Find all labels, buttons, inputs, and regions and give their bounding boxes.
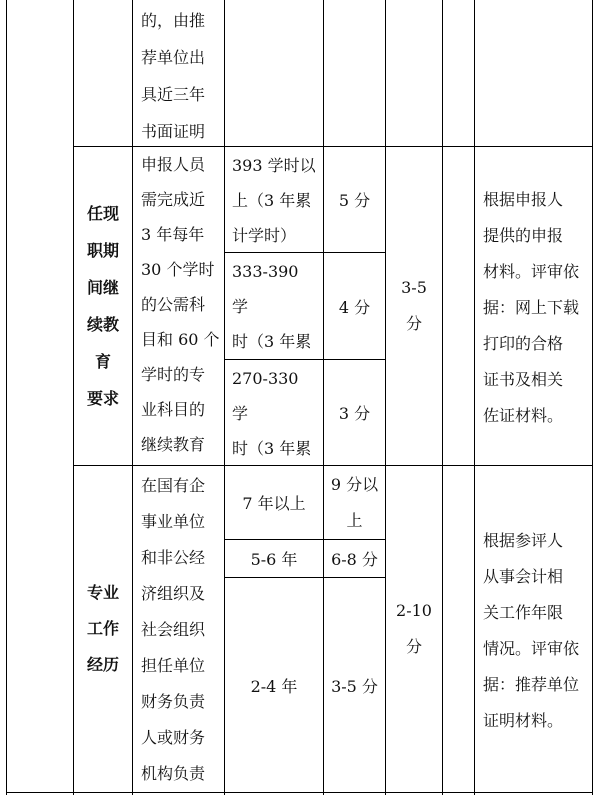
table-border-left	[6, 0, 7, 795]
level-score-we-3: 3-5 分	[331, 676, 378, 696]
level-score-we-2: 6-8 分	[331, 550, 378, 569]
level-range-ce-2: 333-390 学 时（3 年累	[232, 262, 312, 351]
total-score-continuing-education: 3-5 分	[401, 278, 427, 333]
column-divider-6	[442, 0, 443, 795]
level-range-we-2: 5-6 年	[250, 550, 298, 569]
level-score-ce-1: 5 分	[338, 191, 371, 210]
item-cell-continuing-education: 任现 职期 间继 续教 育 要求	[86, 204, 119, 408]
level-score-ce-3: 3 分	[338, 404, 371, 423]
criteria-cell-top: 的，由推 荐单位出 具近三年 书面证明	[141, 11, 206, 141]
table-border-right	[592, 0, 593, 795]
item-cell-work-experience: 专业 工作 经历	[86, 583, 119, 674]
criteria-cell-work-experience: 在国有企 事业单位 和非公经 济组织及 社会组织 担任单位 财务负责 人或财务 机构负责	[141, 476, 206, 783]
level-range-we-1: 7 年以上	[242, 494, 306, 513]
table-border-bottom	[6, 792, 593, 793]
level-score-ce-2: 4 分	[338, 297, 371, 317]
level-score-we-1: 9 分以 上	[330, 474, 379, 530]
level-range-ce-3: 270-330 学 时（3 年累	[232, 369, 312, 458]
criteria-cell-continuing-education: 申报人员 需完成近 3 年每年 30 个学时 的公需科 目和 60 个 学时的专 业科目的 继续教育	[141, 155, 220, 454]
basis-cell-continuing-education: 根据申报人 提供的申报 材料。评审依 据：网上下载 打印的合格 证书及相关 佐证材料。	[483, 190, 580, 425]
basis-cell-work-experience: 根据参评人 从事会计相 关工作年限 情况。评审依 据：推荐单位 证明材料。	[483, 531, 580, 730]
level-range-we-3: 2-4 年	[250, 676, 298, 696]
total-score-work-experience: 2-10 分	[396, 601, 432, 656]
level-range-ce-1: 393 学时以 上（3 年累 计学时）	[232, 156, 316, 245]
